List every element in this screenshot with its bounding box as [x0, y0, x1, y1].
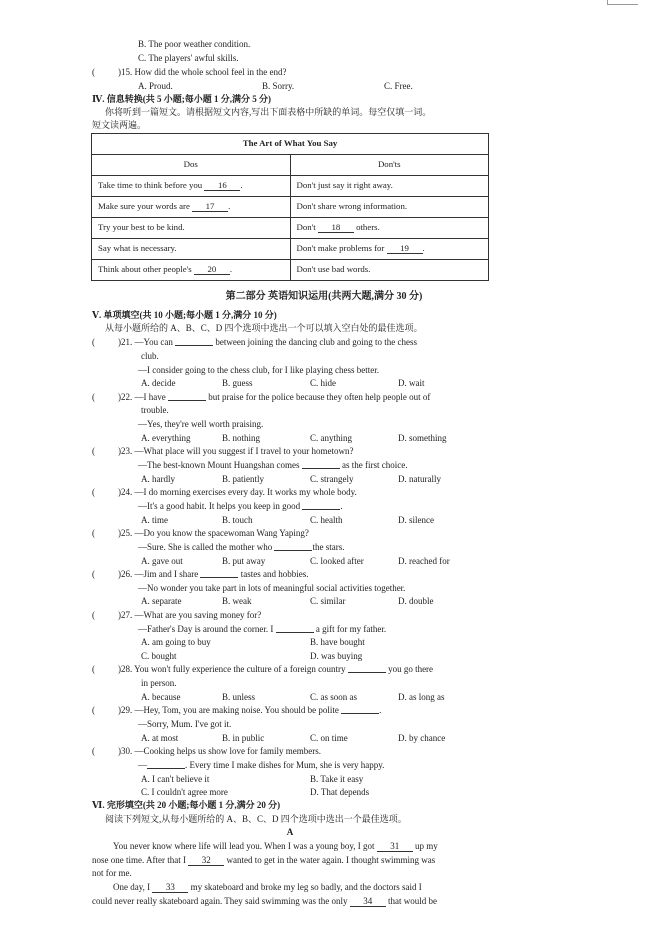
- answer-blank[interactable]: [147, 759, 185, 769]
- paren: (: [92, 528, 95, 538]
- question-24: )24. —I do morning exercises every day. It works my whole body.: [118, 487, 357, 497]
- q26-option-d[interactable]: D. double: [398, 596, 434, 606]
- q25-option-b[interactable]: B. put away: [222, 556, 266, 566]
- q21-option-d[interactable]: D. wait: [398, 378, 425, 388]
- q27-option-d[interactable]: D. was buying: [310, 651, 363, 661]
- donts-cell: Don't make problems for 19 .: [290, 239, 489, 260]
- q21-option-c[interactable]: C. hide: [310, 378, 336, 388]
- question-21-line: club.: [141, 351, 159, 361]
- q29-option-d[interactable]: D. by chance: [398, 733, 446, 743]
- question-25: )25. —Do you know the spacewoman Wang Yaping?: [118, 528, 309, 538]
- paren: (: [92, 487, 95, 497]
- section-6-instructions: 阅读下列短文,从每小题所给的 A、B、C、D 四个选项中选出一个最佳选项。: [105, 814, 407, 824]
- paren: (: [92, 569, 95, 579]
- paren: (: [92, 446, 95, 456]
- q25-option-c[interactable]: C. looked after: [310, 556, 364, 566]
- passage-line: could never really skateboard again. They said swimming was the only 34 that would be: [92, 896, 438, 906]
- section-4-title: Ⅳ. 信息转换(共 5 小题;每小题 1 分,满分 5 分): [92, 94, 271, 104]
- q24-option-a[interactable]: A. time: [141, 515, 168, 525]
- answer-blank-18[interactable]: 18: [318, 222, 354, 233]
- column-header-donts: Don'ts: [290, 155, 489, 176]
- q26-option-a[interactable]: A. separate: [141, 596, 182, 606]
- q23-option-b[interactable]: B. patiently: [222, 474, 264, 484]
- q15-option-b: B. Sorry.: [262, 81, 295, 91]
- q21-option-b[interactable]: B. guess: [222, 378, 253, 388]
- table-row: [92, 239, 489, 260]
- question-22-reply: —Yes, they're well worth praising.: [138, 419, 264, 429]
- paren: (: [92, 705, 95, 715]
- passage-label: A: [286, 827, 294, 837]
- dos-cell: Make sure your words are 17 .: [92, 197, 291, 218]
- answer-blank[interactable]: [175, 336, 213, 346]
- info-table: [91, 133, 489, 281]
- paren: (: [92, 392, 95, 402]
- paren: (: [92, 746, 95, 756]
- q15-option-c: C. Free.: [384, 81, 413, 91]
- q25-option-a[interactable]: A. gave out: [141, 556, 183, 566]
- paren: (: [92, 67, 95, 77]
- question-23: )23. —What place will you suggest if I travel to your hometown?: [118, 446, 354, 456]
- q22-option-d[interactable]: D. something: [398, 433, 447, 443]
- question-25-reply: —Sure. She is called the mother who the stars.: [138, 542, 345, 552]
- question-15: )15. How did the whole school feel in the end?: [118, 67, 287, 77]
- q27-option-b[interactable]: B. have bought: [310, 637, 365, 647]
- answer-blank[interactable]: [302, 500, 340, 510]
- passage-line: One day, I 33 my skateboard and broke my leg so badly, and the doctors said I: [113, 882, 422, 892]
- section-6-title: Ⅵ. 完形填空(共 20 小题;每小题 1 分,满分 20 分): [92, 800, 281, 810]
- q22-option-c[interactable]: C. anything: [310, 433, 352, 443]
- section-4-instructions-2: 短文读两遍。: [92, 120, 147, 130]
- answer-blank-20[interactable]: 20: [194, 264, 230, 275]
- part-2-title: 第二部分 英语知识运用(共两大题,满分 30 分): [225, 291, 423, 302]
- question-21-reply: —I consider going to the chess club, for I like playing chess better.: [138, 365, 379, 375]
- answer-blank-19[interactable]: 19: [387, 243, 423, 254]
- passage-line: nose one time. After that I 32 wanted to get in the water again. I thought swimming was: [92, 855, 436, 865]
- dos-cell: Try your best to be kind.: [92, 218, 291, 239]
- question-30-reply: — . Every time I make dishes for Mum, she is very happy.: [138, 760, 385, 770]
- table-row: [92, 176, 489, 197]
- column-header-dos: Dos: [92, 155, 291, 176]
- table-row: [92, 197, 489, 218]
- q22-option-b[interactable]: B. nothing: [222, 433, 261, 443]
- paren: (: [92, 664, 95, 674]
- question-23-reply: —The best-known Mount Huangshan comes as the first choice.: [138, 460, 408, 470]
- answer-blank-33[interactable]: 33: [152, 882, 188, 893]
- q21-option-a[interactable]: A. decide: [141, 378, 176, 388]
- dos-cell: Take time to think before you 16 .: [92, 176, 291, 197]
- question-30: )30. —Cooking helps us show love for family members.: [118, 746, 321, 756]
- q28-option-b[interactable]: B. unless: [222, 692, 256, 702]
- dos-cell: Think about other people's 20 .: [92, 260, 291, 281]
- answer-blank-16[interactable]: 16: [204, 180, 240, 191]
- question-22: )22. —I have but praise for the police because they often help people out of: [118, 392, 431, 402]
- answer-blank[interactable]: [348, 663, 386, 673]
- answer-blank[interactable]: [302, 459, 340, 469]
- question-28-line: in person.: [141, 678, 177, 688]
- q26-option-c[interactable]: C. similar: [310, 596, 346, 606]
- answer-blank[interactable]: [276, 623, 314, 633]
- q23-option-a[interactable]: A. hardly: [141, 474, 175, 484]
- table-row: [92, 260, 489, 281]
- answer-blank-32[interactable]: 32: [188, 855, 224, 866]
- donts-cell: Don't just say it right away.: [290, 176, 489, 197]
- q23-option-d[interactable]: D. naturally: [398, 474, 441, 484]
- table-row: [92, 218, 489, 239]
- q29-option-c[interactable]: C. on time: [310, 733, 348, 743]
- q30-option-d[interactable]: D. That depends: [310, 787, 370, 797]
- question-27-reply: —Father's Day is around the corner. I a gift for my father.: [138, 624, 387, 634]
- donts-cell: Don't 18 others.: [290, 218, 489, 239]
- q22-option-a[interactable]: A. everything: [141, 433, 191, 443]
- paren: (: [92, 610, 95, 620]
- q27-option-c[interactable]: C. bought: [141, 651, 177, 661]
- section-5-title: Ⅴ. 单项填空(共 10 小题;每小题 1 分,满分 10 分): [92, 310, 277, 320]
- answer-blank-17[interactable]: 17: [192, 201, 228, 212]
- q27-option-a[interactable]: A. am going to buy: [141, 637, 211, 647]
- q30-option-a[interactable]: A. I can't believe it: [141, 774, 210, 784]
- q25-option-d[interactable]: D. reached for: [398, 556, 450, 566]
- question-27: )27. —What are you saving money for?: [118, 610, 262, 620]
- answer-blank-31[interactable]: 31: [377, 841, 413, 852]
- q30-option-b[interactable]: B. Take it easy: [310, 774, 364, 784]
- q29-option-b[interactable]: B. in public: [222, 733, 265, 743]
- section-5-instructions: 从每小题所给的 A、B、C、D 四个选项中选出一个可以填入空白处的最佳选项。: [105, 323, 423, 333]
- question-28: )28. You won't fully experience the culture of a foreign country you go there: [118, 664, 434, 674]
- section-4-instructions: 你将听到一篇短文。请根据短文内容,写出下面表格中所缺的单词。每空仅填一词。: [105, 107, 432, 117]
- q24-option-d[interactable]: D. silence: [398, 515, 434, 525]
- question-24-reply: —It's a good habit. It helps you keep in good .: [138, 501, 343, 511]
- q15-option-a: A. Proud.: [138, 81, 173, 91]
- dos-cell: Say what is necessary.: [92, 239, 291, 260]
- question-29-reply: —Sorry, Mum. I've got it.: [138, 719, 232, 729]
- question-29: )29. —Hey, Tom, you are making noise. You should be polite .: [118, 705, 382, 715]
- q28-option-a[interactable]: A. because: [141, 692, 181, 702]
- passage-line: not for me.: [92, 868, 132, 878]
- option-b-previous: B. The poor weather condition.: [138, 39, 251, 49]
- paren: (: [92, 337, 95, 347]
- q30-option-c[interactable]: C. I couldn't agree more: [141, 787, 228, 797]
- passage-line: You never know where life will lead you. When I was a young boy, I got 31 up my: [113, 841, 438, 851]
- q26-option-b[interactable]: B. weak: [222, 596, 252, 606]
- table-title: The Art of What You Say: [92, 134, 489, 155]
- answer-blank-34[interactable]: 34: [350, 896, 386, 907]
- answer-blank[interactable]: [200, 568, 238, 578]
- option-c-previous: C. The players' awful skills.: [138, 53, 239, 63]
- answer-blank[interactable]: [274, 541, 312, 551]
- question-26-reply: —No wonder you take part in lots of meaningful social activities together.: [138, 583, 406, 593]
- q24-option-b[interactable]: B. touch: [222, 515, 253, 525]
- page-corner-mark: [607, 0, 638, 5]
- question-21: )21. —You can between joining the dancing club and going to the chess: [118, 337, 418, 347]
- q23-option-c[interactable]: C. strangely: [310, 474, 354, 484]
- q29-option-a[interactable]: A. at most: [141, 733, 179, 743]
- q28-option-c[interactable]: C. as soon as: [310, 692, 357, 702]
- question-22-line: trouble.: [141, 405, 169, 415]
- q24-option-c[interactable]: C. health: [310, 515, 343, 525]
- question-26: )26. —Jim and I share tastes and hobbies.: [118, 569, 309, 579]
- answer-blank[interactable]: [341, 704, 379, 714]
- donts-cell: Don't use bad words.: [290, 260, 489, 281]
- donts-cell: Don't share wrong information.: [290, 197, 489, 218]
- answer-blank[interactable]: [168, 391, 206, 401]
- q28-option-d[interactable]: D. as long as: [398, 692, 445, 702]
